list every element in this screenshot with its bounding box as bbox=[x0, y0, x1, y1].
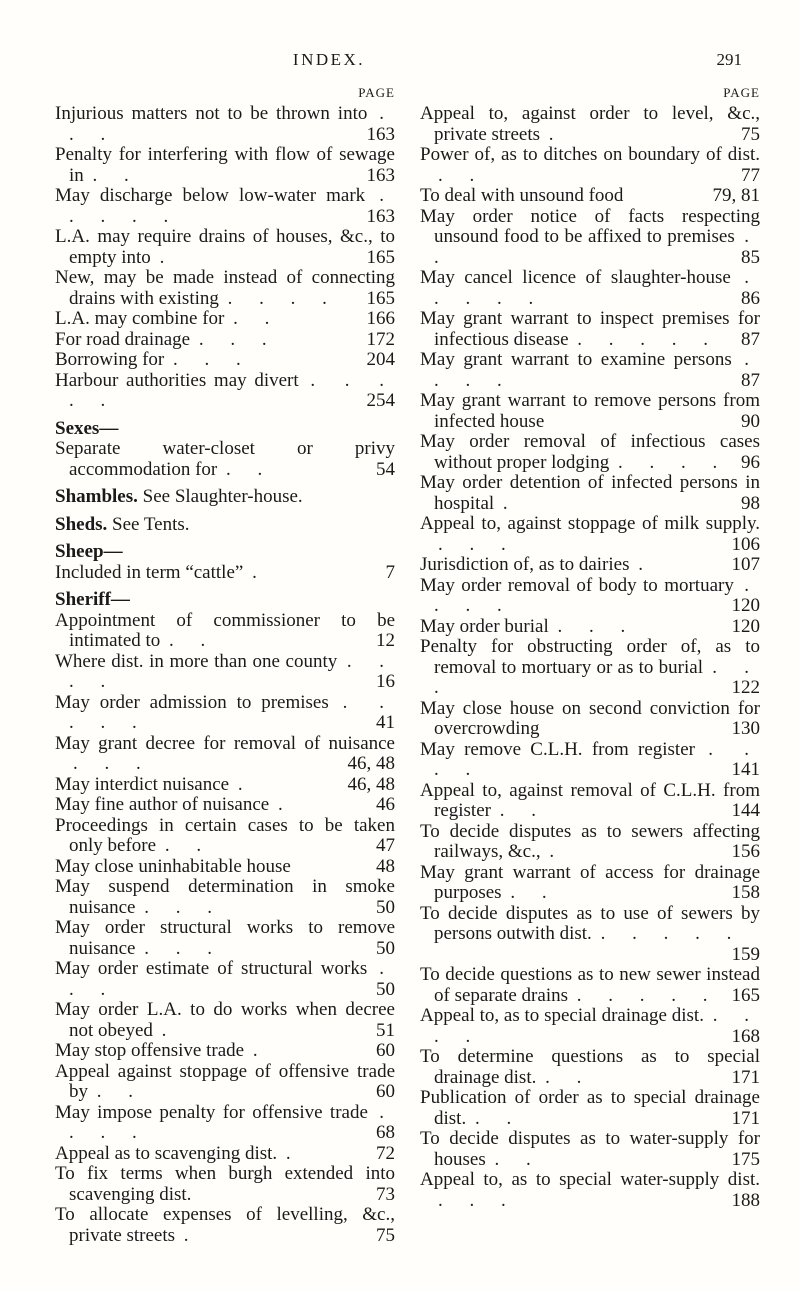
index-entry bbox=[420, 207, 760, 269]
index-entry bbox=[420, 1170, 760, 1211]
entry-page-ref: 7 bbox=[385, 562, 395, 583]
leader-dots: . . . bbox=[69, 959, 395, 1000]
leader-dots: . . bbox=[510, 882, 558, 903]
entry-page-ref: 188 bbox=[731, 1189, 760, 1211]
entry-text: May fine author of nuisance bbox=[55, 795, 270, 815]
entry-page-ref: 72 bbox=[376, 1143, 395, 1164]
running-header bbox=[0, 50, 800, 74]
entry-page-ref: 50 bbox=[376, 937, 395, 959]
leader-dots: . . . . . bbox=[69, 370, 395, 411]
entry-page-ref: 54 bbox=[376, 458, 395, 480]
entry-text: May cancel licence of slaughter-house bbox=[420, 268, 731, 288]
entry-page-ref: 46 bbox=[376, 795, 395, 815]
entry-text: May grant warrant to inspect premises for infectious disease bbox=[420, 309, 760, 350]
index-entry bbox=[55, 795, 395, 816]
index-entry bbox=[55, 1144, 395, 1165]
entry-page-ref: 165 bbox=[731, 984, 760, 1006]
entry-text: Appeal as to scavenging dist. bbox=[55, 1143, 278, 1164]
index-entry bbox=[55, 1000, 395, 1041]
entry-text: May order removal of body to mortuary bbox=[420, 575, 734, 596]
entry-page-ref: 85 bbox=[741, 246, 760, 268]
entry-page-ref: 96 bbox=[741, 451, 760, 473]
crossref-target: See Slaughter-house. bbox=[142, 487, 303, 507]
entry-text: May interdict nuisance bbox=[55, 774, 230, 795]
crossref-term: Sheds. bbox=[55, 514, 108, 535]
entry-text: May discharge below low-water mark bbox=[55, 186, 366, 206]
leader-dots: . . bbox=[545, 1066, 593, 1088]
entry-text: May order detention of infected persons in hospital bbox=[420, 473, 760, 514]
entry-page-ref: 87 bbox=[741, 369, 760, 391]
crossref-target: See Tents. bbox=[112, 514, 190, 535]
entry-page-ref: 90 bbox=[741, 410, 760, 432]
entry-page-ref: 16 bbox=[376, 671, 395, 692]
entry-page-ref: 122 bbox=[731, 677, 760, 698]
column-page-label: PAGE bbox=[723, 85, 760, 100]
leader-dots: . bbox=[548, 123, 565, 145]
leader-dots: . bbox=[161, 1019, 178, 1041]
entry-page-ref: 158 bbox=[731, 882, 760, 903]
entry-page-ref: 46, 48 bbox=[347, 774, 395, 795]
entry-text: May close uninhabitable house bbox=[55, 856, 291, 877]
cross-reference bbox=[55, 515, 395, 536]
entry-text: May impose penalty for offensive trade bbox=[55, 1102, 368, 1123]
entry-text: May order estimate of structural works bbox=[55, 959, 368, 979]
leader-dots: . . bbox=[474, 1107, 523, 1129]
entry-text: May grant decree for removal of nuisance bbox=[55, 733, 395, 754]
entry-text: New, may be made instead of connecting drains with existing bbox=[55, 268, 395, 309]
entry-text: L.A. may require drains of houses, &c., to empty into bbox=[55, 227, 395, 268]
leader-dots: . . . . bbox=[434, 739, 760, 780]
index-entry bbox=[55, 611, 395, 652]
index-entry bbox=[420, 432, 760, 473]
leader-dots: . . . . bbox=[69, 651, 395, 692]
index-entry bbox=[420, 863, 760, 904]
index-columns bbox=[55, 85, 760, 1246]
entry-page-ref: 159 bbox=[731, 943, 760, 965]
leader-dots: . . . bbox=[434, 656, 760, 698]
entry-text: Appointment of commissioner to be intimated to bbox=[55, 610, 395, 651]
entry-text: May order notice of facts respecting unsound food to be affixed to premises bbox=[420, 206, 760, 247]
crossref-term: Shambles. bbox=[55, 487, 138, 507]
index-entry bbox=[55, 652, 395, 693]
entry-page-ref: 73 bbox=[376, 1183, 395, 1205]
index-entry bbox=[420, 145, 760, 186]
entry-text: Penalty for obstructing order of, as to removal to mortuary or as to burial bbox=[420, 637, 760, 678]
entry-page-ref: 60 bbox=[376, 1041, 395, 1061]
entry-page-ref: 171 bbox=[731, 1107, 760, 1129]
entry-text: May suspend determination in smoke nuisance bbox=[55, 877, 395, 918]
leader-dots: . . bbox=[494, 1148, 542, 1170]
index-entry bbox=[420, 576, 760, 617]
index-entry bbox=[420, 473, 760, 514]
index-entry bbox=[420, 699, 760, 740]
entry-page-ref: 41 bbox=[376, 712, 395, 733]
entry-text: Penalty for interfering with flow of sewage in bbox=[55, 145, 395, 186]
leader-dots: . . . . bbox=[227, 287, 338, 309]
leader-dots: . . . bbox=[557, 616, 637, 637]
leader-dots: . . . . bbox=[434, 575, 760, 616]
leader-dots: . . . . . bbox=[576, 984, 719, 1006]
entry-page-ref: 165 bbox=[366, 287, 395, 309]
entry-text: To fix terms when burgh extended into scavenging dist. bbox=[55, 1164, 395, 1205]
index-entry bbox=[55, 1205, 395, 1246]
index-entry bbox=[55, 309, 395, 330]
entry-text: May order structural works to remove nuisance bbox=[55, 918, 395, 959]
leader-dots: . . . . . bbox=[600, 923, 743, 944]
entry-page-ref: 156 bbox=[731, 841, 760, 862]
entry-text: For road drainage bbox=[55, 329, 191, 350]
entry-text: To decide questions as to new sewer instead of separate drains bbox=[420, 965, 760, 1006]
index-title: INDEX. bbox=[292, 50, 366, 69]
leader-dots: . . . . . bbox=[577, 328, 720, 350]
index-entry bbox=[55, 857, 395, 878]
leader-dots: . . . bbox=[144, 937, 223, 959]
leader-dots: . . . bbox=[198, 329, 278, 350]
index-entry bbox=[55, 1062, 395, 1103]
section-heading: Sheriff— bbox=[55, 589, 130, 610]
leader-dots: . bbox=[252, 1041, 269, 1061]
leader-dots: . bbox=[252, 562, 268, 583]
leader-dots: . . bbox=[434, 226, 760, 268]
leader-dots: . . bbox=[92, 164, 140, 186]
leader-dots: . . bbox=[169, 630, 217, 651]
index-entry bbox=[420, 309, 760, 350]
entry-text: May grant warrant of access for drainage purposes bbox=[420, 862, 760, 903]
entry-page-ref: 166 bbox=[366, 309, 395, 329]
entry-page-ref: 79, 81 bbox=[712, 186, 760, 206]
index-entry bbox=[420, 617, 760, 638]
entry-text: Where dist. in more than one county bbox=[55, 651, 338, 672]
entry-page-ref: 87 bbox=[741, 328, 760, 350]
leader-dots: . . bbox=[164, 835, 213, 856]
index-entry bbox=[55, 1164, 395, 1205]
entry-page-ref: 130 bbox=[731, 718, 760, 739]
leader-dots: . . bbox=[233, 309, 281, 329]
entry-text: Proceedings in certain cases to be taken only before bbox=[55, 815, 395, 856]
index-entry bbox=[420, 350, 760, 391]
entry-text: Publication of order as to special drainage dist. bbox=[420, 1088, 760, 1129]
index-entry bbox=[420, 1088, 760, 1129]
leader-dots: . bbox=[277, 795, 294, 815]
entry-page-ref: 106 bbox=[731, 533, 760, 555]
leader-dots: . . . . . bbox=[69, 692, 395, 733]
entry-page-ref: 46, 48 bbox=[347, 753, 395, 774]
entry-page-ref: 172 bbox=[366, 329, 395, 350]
entry-page-ref: 60 bbox=[376, 1081, 395, 1102]
entry-page-ref: 171 bbox=[731, 1066, 760, 1088]
leader-dots: . . . . bbox=[617, 451, 729, 473]
entry-text: Separate water-closet or privy accommodation for bbox=[55, 439, 395, 480]
index-entry bbox=[420, 822, 760, 863]
index-entry bbox=[420, 1047, 760, 1088]
entry-text: L.A. may combine for bbox=[55, 309, 225, 329]
index-entry bbox=[55, 563, 395, 584]
leader-dots: . . . bbox=[438, 1189, 517, 1211]
index-entry bbox=[55, 918, 395, 959]
entry-page-ref: 165 bbox=[366, 246, 395, 268]
entry-text: May order admission to premises bbox=[55, 692, 329, 713]
index-entry bbox=[55, 816, 395, 857]
entry-text: To allocate expenses of levelling, &c., private streets bbox=[55, 1205, 395, 1246]
index-entry bbox=[420, 904, 760, 966]
entry-page-ref: 98 bbox=[741, 492, 760, 514]
index-entry bbox=[55, 371, 395, 412]
entry-text: Appeal to, as to special drainage dist. bbox=[420, 1006, 704, 1026]
section-heading: Sexes— bbox=[55, 417, 119, 439]
leader-dots: . bbox=[285, 1143, 302, 1164]
entry-text: Jurisdiction of, as to dairies bbox=[420, 555, 630, 575]
leader-dots: . . . bbox=[438, 533, 517, 555]
index-entry bbox=[420, 637, 760, 699]
leader-dots: . . . . bbox=[434, 350, 760, 391]
entry-text: Borrowing for bbox=[55, 350, 165, 370]
index-entry bbox=[55, 145, 395, 186]
leader-dots: . bbox=[638, 555, 654, 575]
entry-text: To decide disputes as to water-supply for houses bbox=[420, 1129, 760, 1170]
index-entry bbox=[420, 268, 760, 309]
entry-page-ref: 12 bbox=[376, 630, 395, 651]
entry-text: To deal with unsound food bbox=[420, 186, 624, 206]
leader-dots: . . . . . bbox=[69, 186, 395, 227]
index-entry bbox=[420, 740, 760, 781]
entry-page-ref: 175 bbox=[731, 1148, 760, 1170]
leader-dots: . bbox=[549, 841, 566, 862]
entry-text: May order L.A. to do works when decree not obeyed bbox=[55, 1000, 395, 1041]
entry-text: Injurious matters not to be thrown into bbox=[55, 104, 368, 124]
entry-page-ref: 50 bbox=[376, 896, 395, 918]
entry-page-ref: 86 bbox=[741, 287, 760, 309]
index-entry bbox=[420, 781, 760, 822]
entry-text: May remove C.L.H. from register bbox=[420, 739, 695, 760]
folio-page-number: 291 bbox=[716, 50, 742, 69]
entry-page-ref: 144 bbox=[731, 800, 760, 821]
entry-page-ref: 254 bbox=[366, 390, 395, 411]
entry-text: Harbour authorities may divert bbox=[55, 370, 299, 391]
index-entry bbox=[55, 959, 395, 1000]
entry-page-ref: 107 bbox=[731, 555, 760, 575]
entry-page-ref: 47 bbox=[376, 835, 395, 856]
index-entry bbox=[55, 1103, 395, 1144]
index-entry bbox=[420, 186, 760, 207]
entry-page-ref: 50 bbox=[376, 978, 395, 1000]
index-entry bbox=[420, 965, 760, 1006]
leader-dots: . bbox=[237, 774, 254, 795]
entry-page-ref: 120 bbox=[731, 616, 760, 637]
index-entry bbox=[420, 514, 760, 555]
entry-text: Appeal to, against order to level, &c., private streets bbox=[420, 104, 760, 145]
entry-text: Power of, as to ditches on boundary of dist. bbox=[420, 145, 760, 165]
entry-text: Appeal to, against stoppage of milk supply. bbox=[420, 514, 760, 534]
entry-text: Appeal against stoppage of offensive trade by bbox=[55, 1061, 395, 1102]
entry-page-ref: 163 bbox=[366, 123, 395, 145]
leader-dots: . bbox=[159, 246, 176, 268]
leader-dots: . . . . . bbox=[434, 268, 760, 309]
index-entry bbox=[55, 734, 395, 775]
entry-text: Appeal to, as to special water-supply dist. bbox=[420, 1170, 760, 1190]
entry-page-ref: 168 bbox=[731, 1025, 760, 1047]
entry-text: May close house on second conviction for overcrowding bbox=[420, 698, 760, 739]
leader-dots: . bbox=[502, 492, 519, 514]
entry-page-ref: 75 bbox=[741, 123, 760, 145]
leader-dots: . . bbox=[438, 164, 486, 186]
column-page-label: PAGE bbox=[358, 85, 395, 100]
index-entry bbox=[55, 693, 395, 734]
leader-dots: . . . bbox=[172, 350, 252, 370]
index-entry bbox=[420, 1129, 760, 1170]
entry-text: May order burial bbox=[420, 616, 549, 637]
index-entry bbox=[55, 330, 395, 351]
index-entry bbox=[55, 775, 395, 796]
entry-text: Included in term “cattle” bbox=[55, 562, 244, 583]
entry-text: To decide disputes as to sewers affecting railways, &c., bbox=[420, 821, 760, 862]
entry-page-ref: 163 bbox=[366, 205, 395, 227]
entry-page-ref: 141 bbox=[731, 759, 760, 780]
leader-dots: . bbox=[183, 1224, 200, 1246]
index-entry bbox=[420, 391, 760, 432]
leader-dots: . . . . bbox=[69, 1102, 395, 1143]
entry-page-ref: 51 bbox=[376, 1019, 395, 1041]
index-entry bbox=[55, 1041, 395, 1062]
entry-page-ref: 77 bbox=[741, 164, 760, 186]
index-column-left bbox=[55, 85, 395, 1246]
entry-page-ref: 120 bbox=[731, 595, 760, 616]
index-entry bbox=[55, 268, 395, 309]
entry-text: Appeal to, against removal of C.L.H. from register bbox=[420, 780, 760, 821]
entry-page-ref: 68 bbox=[376, 1122, 395, 1143]
leader-dots: . . . bbox=[69, 104, 395, 145]
entry-text: To determine questions as to special drainage dist. bbox=[420, 1047, 760, 1088]
entry-page-ref: 75 bbox=[376, 1224, 395, 1246]
index-entry bbox=[420, 555, 760, 576]
index-entry bbox=[420, 1006, 760, 1047]
entry-page-ref: 163 bbox=[366, 164, 395, 186]
leader-dots: . . bbox=[96, 1081, 144, 1102]
leader-dots: . . . bbox=[144, 896, 223, 918]
entry-page-ref: 204 bbox=[366, 350, 395, 370]
entry-text: May stop offensive trade bbox=[55, 1041, 245, 1061]
index-entry bbox=[55, 350, 395, 371]
index-entry bbox=[55, 439, 395, 480]
section-heading: Sheep— bbox=[55, 541, 123, 562]
leader-dots: . . bbox=[226, 458, 274, 480]
leader-dots: . . . . bbox=[434, 1006, 760, 1047]
entry-page-ref: 48 bbox=[376, 856, 395, 877]
leader-dots: . . bbox=[499, 800, 547, 821]
entry-text: May grant warrant to examine persons bbox=[420, 350, 732, 370]
entry-text: May grant warrant to remove persons from infected house bbox=[420, 391, 760, 432]
index-entry bbox=[55, 227, 395, 268]
index-column-right bbox=[420, 85, 760, 1211]
entry-text: To decide disputes as to use of sewers by persons outwith dist. bbox=[420, 903, 760, 944]
index-entry bbox=[420, 104, 760, 145]
leader-dots: . . . bbox=[73, 753, 152, 774]
index-entry bbox=[55, 104, 395, 145]
entry-text: May order removal of infectious cases without proper lodging bbox=[420, 432, 760, 473]
index-entry bbox=[55, 186, 395, 227]
cross-reference bbox=[55, 487, 395, 508]
index-entry bbox=[55, 877, 395, 918]
